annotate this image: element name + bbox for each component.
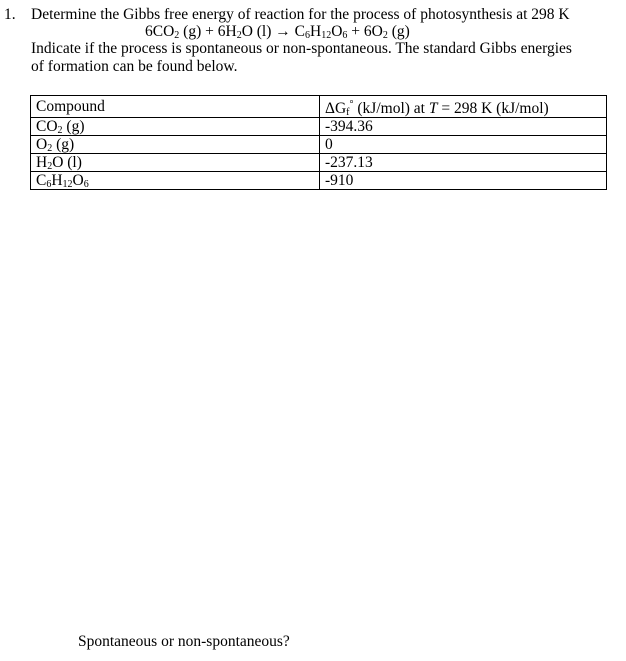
cell-sub: 6 (46, 179, 52, 191)
cell-sub: 2 (47, 161, 53, 173)
header-part: T (428, 100, 438, 118)
header-part: = 298 K (kJ/mol) (437, 100, 549, 118)
cell-part: (g) (52, 136, 75, 154)
cell-sub: 2 (47, 143, 53, 155)
eq-part: H (309, 23, 322, 40)
table-row (31, 136, 607, 154)
eq-part: (g) (387, 23, 410, 40)
table-header-row (31, 96, 607, 118)
eq-sub: 6 (342, 30, 348, 41)
cell-part: H (36, 154, 48, 172)
eq-sub: 2 (236, 30, 242, 41)
value-cell: -394.36 (320, 118, 607, 136)
eq-part: 6CO (145, 23, 175, 40)
cell-part: H (51, 172, 63, 190)
table-row (31, 118, 607, 136)
eq-part: (g) + 6H (179, 23, 237, 40)
table-row (31, 154, 607, 172)
value-cell: 0 (320, 136, 607, 154)
compound-cell (31, 172, 320, 190)
question-number: 1. (4, 6, 16, 23)
question-text-line-2: Indicate if the process is spontaneous or non-spontaneous. The standard Gibbs energies (31, 40, 572, 57)
cell-part: (g) (62, 118, 85, 136)
compound-cell (31, 136, 320, 154)
compound-cell (31, 154, 320, 172)
cell-part: C (36, 172, 47, 190)
cell-part: CO (36, 118, 58, 136)
eq-sub: 12 (321, 30, 332, 41)
header-sub: f (346, 107, 350, 119)
compound-cell (31, 118, 320, 136)
header-compound: Compound (31, 96, 320, 118)
eq-part: O (331, 23, 343, 40)
header-part: (kJ/mol) at (353, 100, 429, 118)
gibbs-energy-table (30, 95, 607, 190)
cell-part: O (l) (52, 154, 82, 172)
answer-prompt: Spontaneous or non-spontaneous? (78, 633, 290, 650)
cell-sub: 6 (83, 179, 89, 191)
eq-part: + 6O (347, 23, 383, 40)
cell-sub: 2 (57, 125, 63, 137)
cell-sub: 12 (62, 179, 73, 191)
question-text-line-1: Determine the Gibbs free energy of reaction for the process of photosynthesis at 298 K (31, 6, 570, 23)
value-cell: -910 (320, 172, 607, 190)
table-row (31, 172, 607, 190)
eq-sub: 2 (382, 30, 388, 41)
cell-part: O (72, 172, 84, 190)
header-sup: ° (349, 99, 354, 110)
value-cell: -237.13 (320, 154, 607, 172)
reaction-equation (145, 23, 410, 41)
header-gibbs (320, 96, 607, 118)
header-part: ΔG (325, 100, 347, 118)
eq-sub: 2 (174, 30, 180, 41)
cell-part: O (36, 136, 48, 154)
question-text-line-3: of formation can be found below. (31, 58, 238, 75)
eq-sub: 6 (304, 30, 310, 41)
eq-part: O (l) → C (241, 23, 305, 40)
